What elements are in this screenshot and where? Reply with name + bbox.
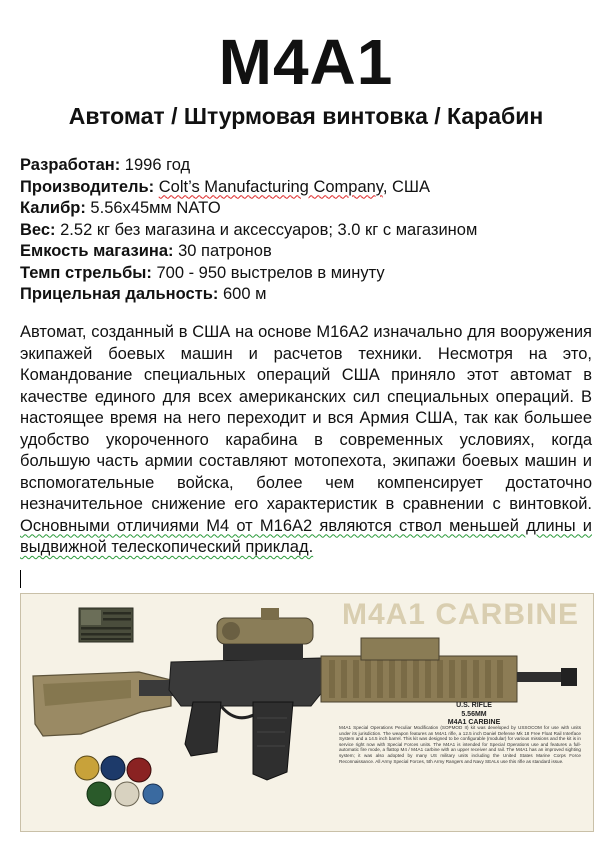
spec-caliber [20,198,600,220]
spec-magazine [20,241,600,263]
spec-label: Калибр: [20,199,86,217]
description-paragraph[interactable] [20,322,592,559]
spec-range [20,284,600,306]
spec-value: 2.52 кг без магазина и аксессуаров; 3.0 кг с магазином [55,220,478,239]
spec-value: 5.56x45мм NATO [85,199,221,217]
spec-label: Разработан: [20,156,121,174]
rifle-grip [185,702,221,756]
rifle-image [20,593,594,832]
poster-fine-print: M4A1 Special Operations Peculiar Modification (SOPMOD II) kit was developed by USSOCOM for use with units under its jurisdiction. The weapon features an M4A1 rifle, a 12.5 inch Daniel Defense Mk 18 Free Float Rail Interface System and a 14.5 inch barrel. This kit was designed to be configurable (modular) for various missions and the kit is in service right now with Special Forces units. The M4A1 is intended for Special Operations use and features a full-automatic fire mode, a flattop M4 / M4A1 carbine with an upper receiver and rail. The M4A1 has an improved sighting system; it was also adopted by many US military units including the United States Marine Corps Force Reconnaissance. All Army Special Forces, 5th Army Rangers and Navy SEALs use this rifle as standard issue. [339,725,581,764]
spec-maker [20,177,600,199]
poster-title: M4A1 CARBINE [341,598,579,631]
spec-value: , США [382,177,431,196]
designation-line: U.S. RIFLE [456,702,492,709]
spec-label: Прицельная дальность: [20,285,219,303]
spec-rate [20,263,600,285]
spec-value: 600 м [218,285,267,303]
spec-developed [20,155,600,177]
spec-value-flagged: Colt’s Manufacturing Company [158,177,383,196]
spec-value: 700 - 950 выстрелов в минуту [151,263,385,282]
rifle-magazine [253,702,293,780]
poster-designation [439,702,509,728]
paragraph-text: Автомат, созданный в США на основе M16A2 изначально для вооружения экипажей боевых машин и расчетов техники. Несмотря на это, Командование специальных операций США приняло этот автомат в качестве единого для всех американских сил специальных операций. В настоящее время на него переходит и вся Армия США, так как большее удобство укороченного карабина в современных условиях, когда большую часть армии составляют мотопехота, экипажи боевых машин и вспомогательные войска, более чем компенсирует достаточно незначительное снижение его характеристик в сравнении с винтовкой. [20,323,592,513]
spec-value: 30 патронов [173,242,272,260]
designation-line: M4A1 CARBINE [447,719,501,726]
spec-label: Вес: [20,220,56,239]
spec-label: Производитель: [20,177,155,196]
page-title: M4A1 [218,26,394,98]
spec-list [20,155,600,306]
paragraph-flagged-text: Основными отличиями M4 от M16A2 являются ствол меньшей длины и выдвижной телескопический приклад. [20,516,592,556]
spec-label: Темп стрельбы: [20,263,152,282]
text-cursor [20,570,21,588]
designation-line: 5.56MM [461,710,487,718]
unit-badges-icon [75,756,163,806]
spec-weight [20,220,600,242]
page-subtitle: Автомат / Штурмовая винтовка / Карабин [68,103,544,129]
rifle-receiver [169,658,327,706]
us-flag-patch-icon [79,608,133,642]
spec-value: 1996 год [120,156,191,174]
rifle-laser-module [361,638,439,660]
spec-label: Емкость магазина: [20,242,174,260]
